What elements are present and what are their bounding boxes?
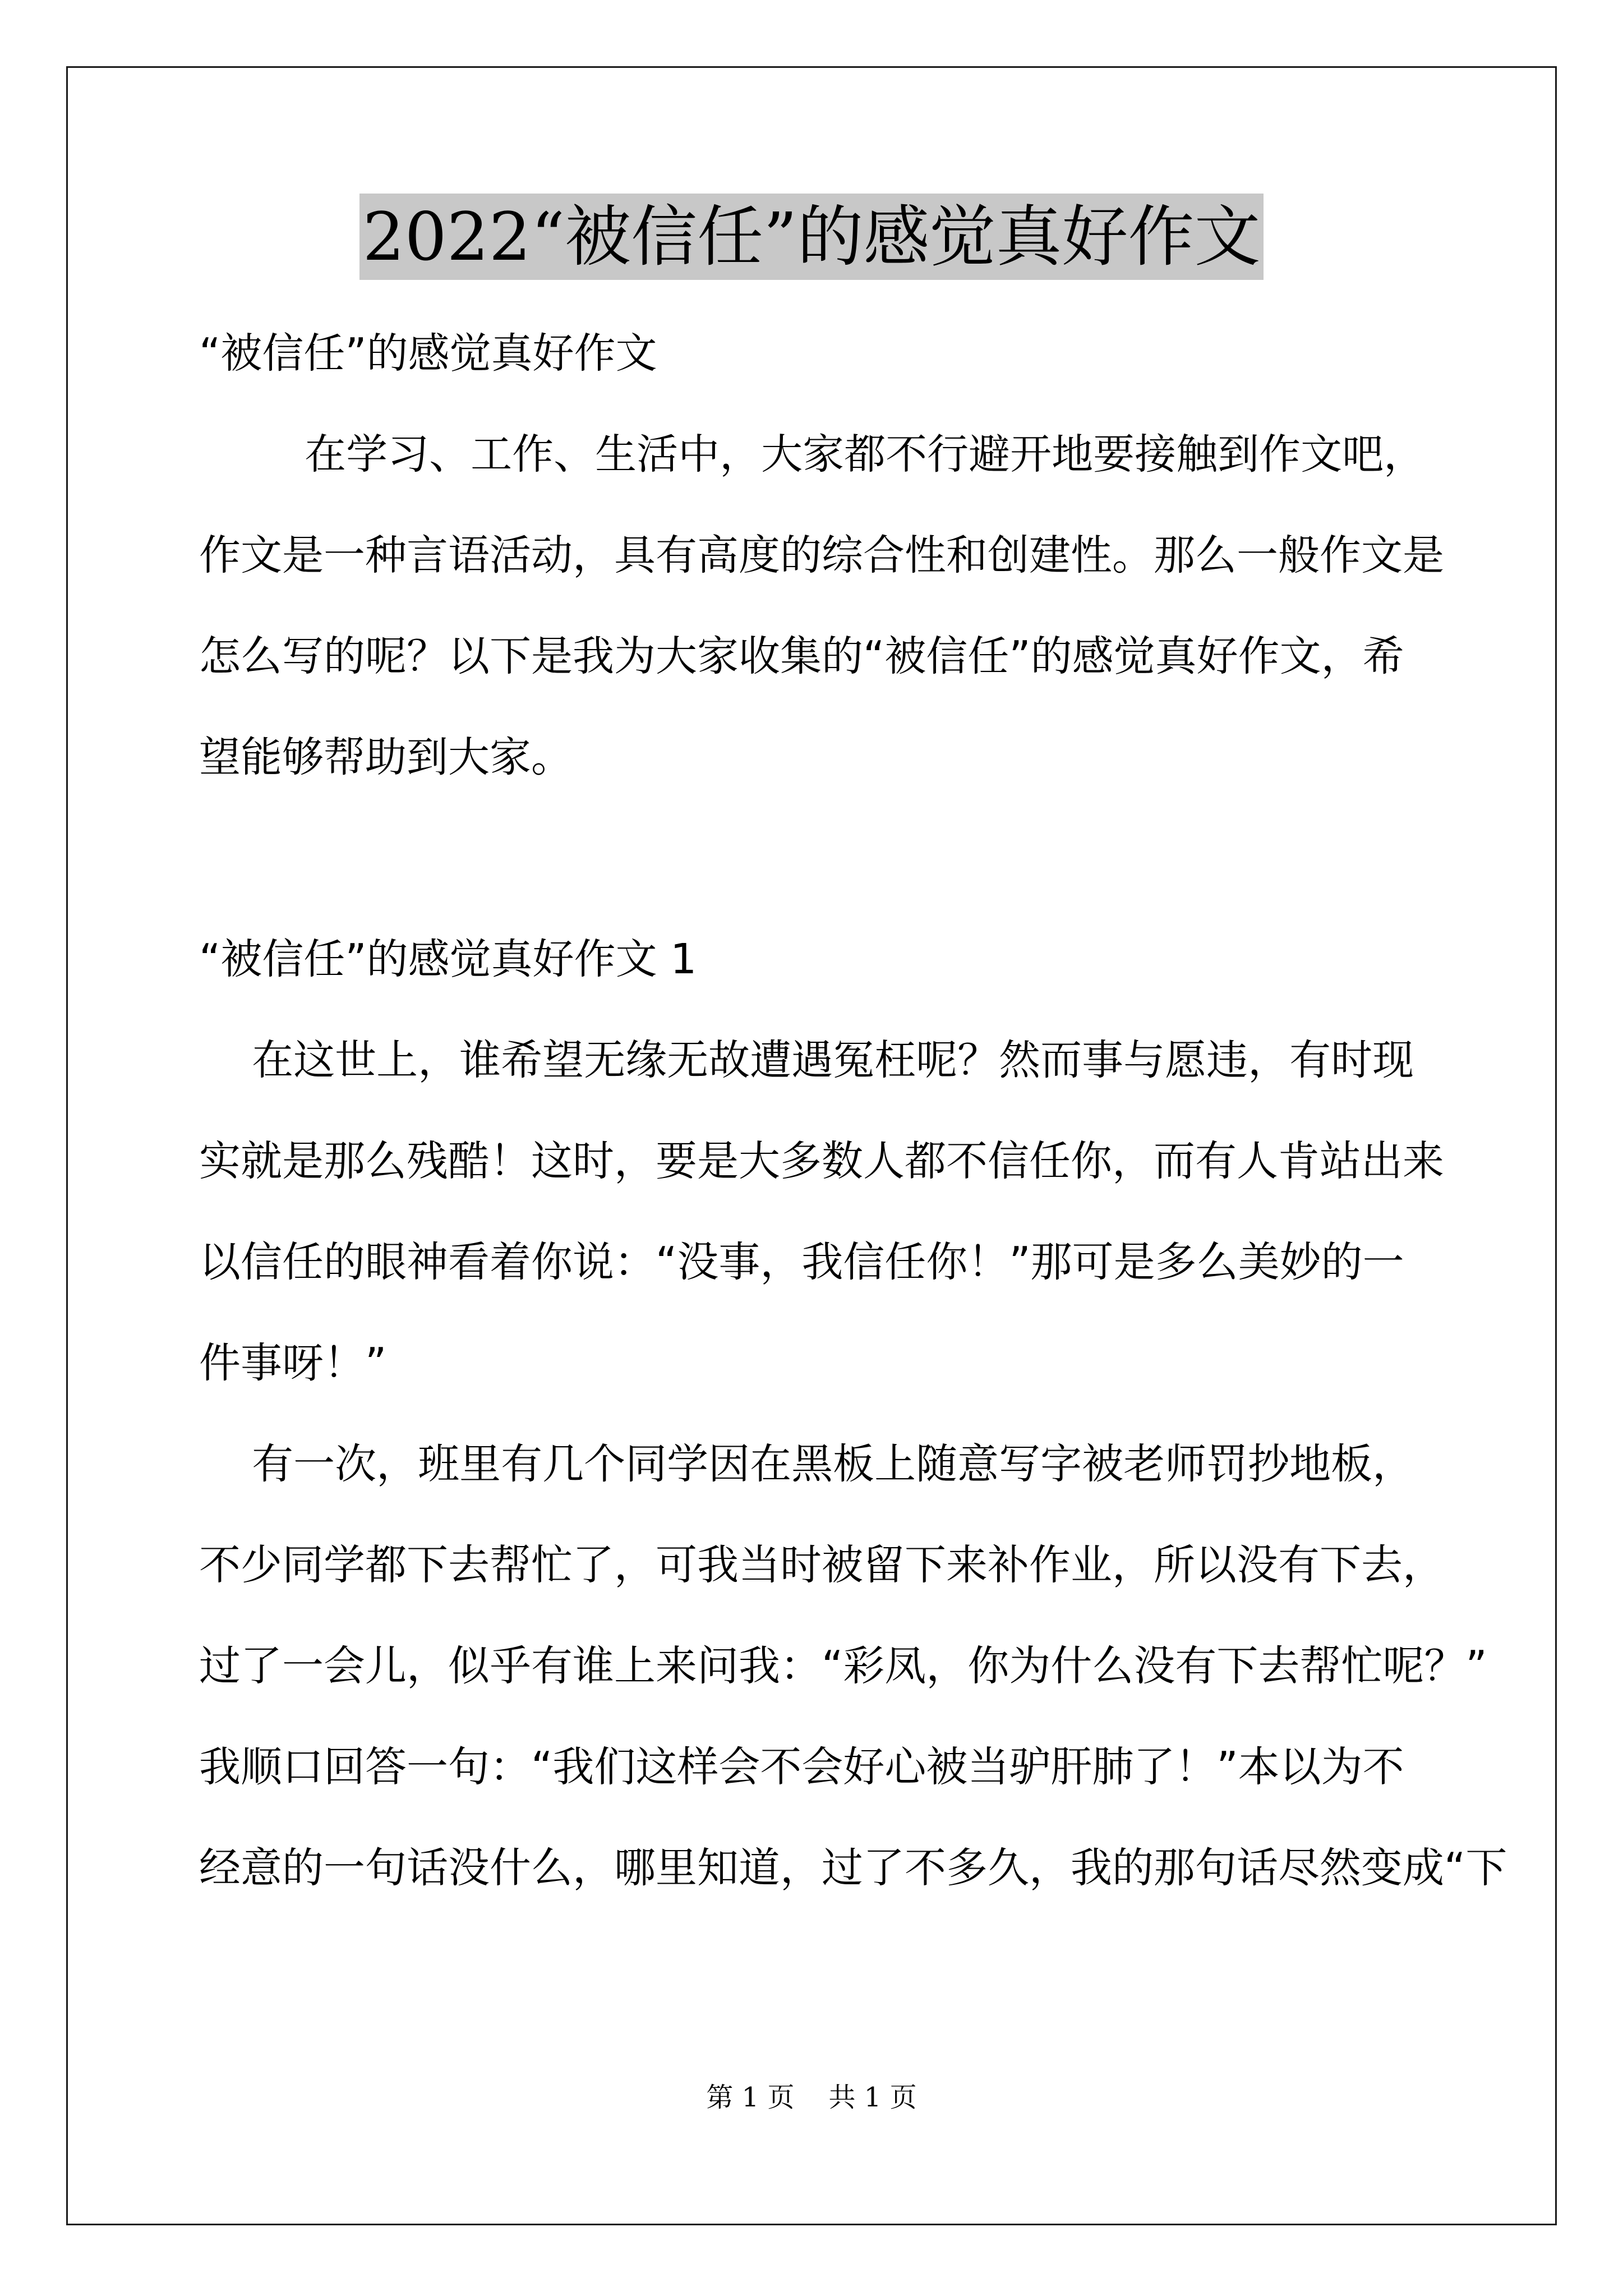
body-line: 我顺口回答一句：“我们这样会不会好心被当驴肝肺了！”本以为不	[199, 1743, 1404, 1791]
body-line: 望能够帮助到大家。	[199, 733, 573, 781]
body-line: 件事呀！”	[199, 1339, 387, 1387]
body-line: 在学习、工作、生活中，大家都不行避开地要接触到作文吧，	[199, 430, 1426, 478]
body-line: 经意的一句话没什么，哪里知道，过了不多久，我的那句话尽然变成“下	[199, 1844, 1507, 1892]
body-line: 不少同学都下去帮忙了，可我当时被留下来补作业，所以没有下去，	[199, 1541, 1444, 1589]
body-line: 有一次，班里有几个同学因在黑板上随意写字被老师罚抄地板，	[199, 1440, 1414, 1488]
document-body	[199, 303, 1507, 1918]
section-heading: “被信任”的感觉真好作文 1	[199, 935, 697, 983]
document-title: 2022“被信任”的感觉真好作文	[359, 194, 1264, 280]
paragraph-gap	[199, 808, 1489, 909]
page-number-footer: 第 1 页 共 1 页	[706, 2082, 917, 2113]
body-line: 在这世上，谁希望无缘无故遭遇冤枉呢？然而事与愿违，有时现	[199, 1036, 1414, 1084]
body-line: “被信任”的感觉真好作文	[199, 329, 657, 378]
body-line: 怎么写的呢？以下是我为大家收集的“被信任”的感觉真好作文，希	[199, 632, 1404, 680]
body-line: 实就是那么残酷！这时，要是大多数人都不信任你，而有人肯站出来	[199, 1137, 1444, 1185]
body-line: 作文是一种言语活动，具有高度的综合性和创建性。那么一般作文是	[199, 531, 1444, 579]
body-line: 过了一会儿，似乎有谁上来问我：“彩凤，你为什么没有下去帮忙呢？”	[199, 1642, 1487, 1690]
title-container	[0, 194, 1623, 280]
body-line: 以信任的眼神看着你说：“没事，我信任你！”那可是多么美妙的一	[199, 1238, 1404, 1286]
